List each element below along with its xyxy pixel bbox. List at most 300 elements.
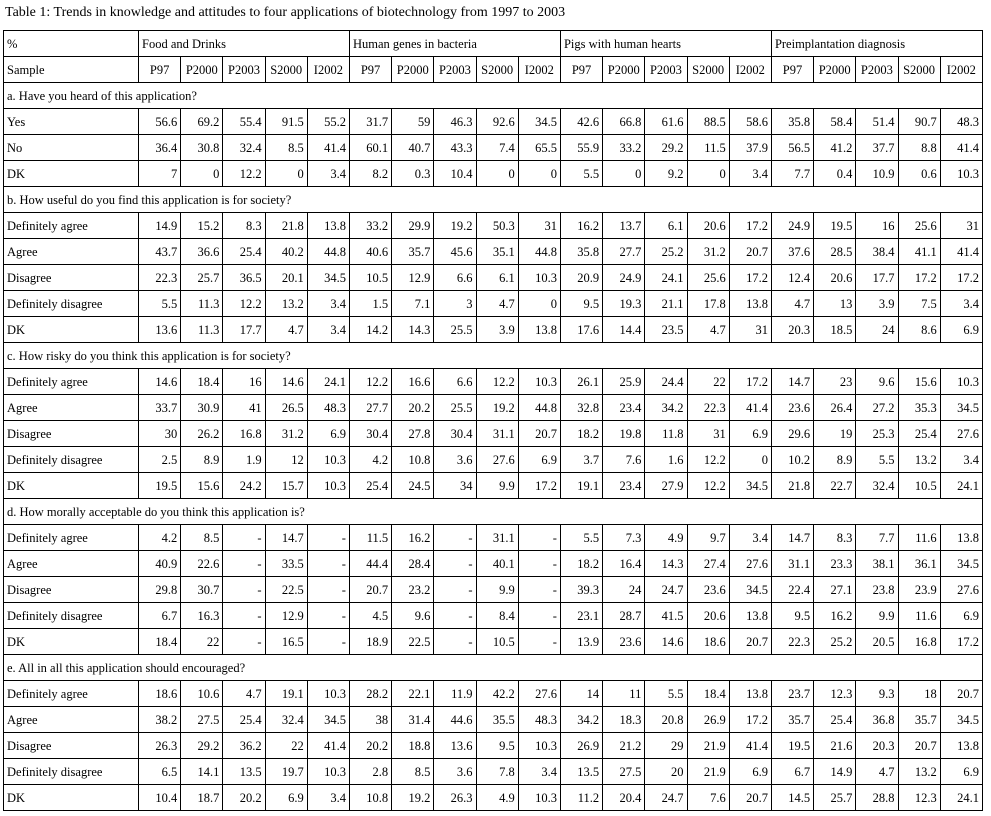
value-cell: 8.5	[392, 759, 434, 785]
sample-year-cell: P2003	[434, 57, 476, 83]
value-cell: 22.5	[392, 629, 434, 655]
row-label: Disagree	[4, 577, 139, 603]
row-label: Definitely disagree	[4, 291, 139, 317]
value-cell: 34.5	[940, 707, 982, 733]
value-cell: 23.2	[392, 577, 434, 603]
value-cell: 55.9	[560, 135, 602, 161]
value-cell: 14.6	[645, 629, 687, 655]
value-cell: 28.7	[603, 603, 645, 629]
value-cell: 10.8	[349, 785, 391, 811]
value-cell: 35.1	[476, 239, 518, 265]
value-cell: 21.6	[814, 733, 856, 759]
value-cell: 88.5	[687, 109, 729, 135]
value-cell: 3.4	[307, 161, 349, 187]
value-cell: 41.4	[307, 135, 349, 161]
value-cell: 36.6	[181, 239, 223, 265]
value-cell: -	[223, 525, 265, 551]
value-cell: 44.6	[434, 707, 476, 733]
row-label: DK	[4, 161, 139, 187]
value-cell: 28.4	[392, 551, 434, 577]
value-cell: 41.4	[729, 395, 771, 421]
value-cell: 27.6	[940, 577, 982, 603]
value-cell: 23.8	[856, 577, 898, 603]
value-cell: 0	[603, 161, 645, 187]
row-label: Definitely agree	[4, 681, 139, 707]
value-cell: 7.4	[476, 135, 518, 161]
value-cell: 15.7	[265, 473, 307, 499]
value-cell: 3.6	[434, 759, 476, 785]
value-cell: 17.2	[729, 265, 771, 291]
table-row	[4, 421, 983, 447]
value-cell: 10.3	[307, 681, 349, 707]
value-cell: 26.9	[560, 733, 602, 759]
value-cell: 12.9	[392, 265, 434, 291]
value-cell: -	[434, 603, 476, 629]
value-cell: 7.7	[856, 525, 898, 551]
value-cell: 16	[223, 369, 265, 395]
value-cell: 41	[223, 395, 265, 421]
value-cell: 22	[687, 369, 729, 395]
value-cell: 34.5	[307, 707, 349, 733]
value-cell: 3.4	[729, 525, 771, 551]
value-cell: 33.2	[603, 135, 645, 161]
value-cell: 20.7	[940, 681, 982, 707]
value-cell: 36.5	[223, 265, 265, 291]
table-row	[4, 109, 983, 135]
value-cell: 56.5	[771, 135, 813, 161]
value-cell: 10.8	[392, 447, 434, 473]
row-label: Definitely agree	[4, 369, 139, 395]
sample-year-cell: P2000	[814, 57, 856, 83]
value-cell: 14.7	[771, 369, 813, 395]
row-label: Agree	[4, 239, 139, 265]
value-cell: 44.8	[307, 239, 349, 265]
value-cell: -	[518, 551, 560, 577]
value-cell: 10.3	[940, 369, 982, 395]
value-cell: 19	[814, 421, 856, 447]
value-cell: 60.1	[349, 135, 391, 161]
value-cell: 14.7	[771, 525, 813, 551]
value-cell: 31.2	[687, 239, 729, 265]
value-cell: 22.7	[814, 473, 856, 499]
value-cell: 35.8	[560, 239, 602, 265]
value-cell: 31	[940, 213, 982, 239]
value-cell: 31	[687, 421, 729, 447]
value-cell: 8.3	[814, 525, 856, 551]
header-row-groups	[4, 31, 983, 57]
value-cell: 34.2	[560, 707, 602, 733]
value-cell: 0	[518, 291, 560, 317]
value-cell: 17.6	[560, 317, 602, 343]
sample-year-cell: P2003	[645, 57, 687, 83]
value-cell: 9.3	[856, 681, 898, 707]
value-cell: 27.5	[181, 707, 223, 733]
value-cell: 20.9	[560, 265, 602, 291]
table-row	[4, 135, 983, 161]
value-cell: 31.1	[771, 551, 813, 577]
value-cell: 10.3	[518, 265, 560, 291]
table-row	[4, 213, 983, 239]
table-row	[4, 291, 983, 317]
value-cell: 29.2	[181, 733, 223, 759]
table-row	[4, 239, 983, 265]
value-cell: 22	[265, 733, 307, 759]
value-cell: 34.5	[729, 577, 771, 603]
value-cell: 41.4	[729, 733, 771, 759]
value-cell: 13.6	[434, 733, 476, 759]
value-cell: 14.3	[392, 317, 434, 343]
value-cell: 1.5	[349, 291, 391, 317]
value-cell: 6.6	[434, 369, 476, 395]
value-cell: 20.7	[518, 421, 560, 447]
value-cell: 18.3	[603, 707, 645, 733]
value-cell: -	[518, 603, 560, 629]
value-cell: 14.7	[265, 525, 307, 551]
value-cell: 4.7	[476, 291, 518, 317]
value-cell: 4.7	[265, 317, 307, 343]
value-cell: 25.6	[898, 213, 940, 239]
value-cell: 4.5	[349, 603, 391, 629]
value-cell: 9.6	[856, 369, 898, 395]
table-row	[4, 473, 983, 499]
value-cell: 6.9	[729, 759, 771, 785]
value-cell: 91.5	[265, 109, 307, 135]
value-cell: 9.9	[476, 473, 518, 499]
row-label: Definitely disagree	[4, 447, 139, 473]
table-row	[4, 551, 983, 577]
value-cell: 11.3	[181, 317, 223, 343]
value-cell: 40.2	[265, 239, 307, 265]
value-cell: 0	[265, 161, 307, 187]
value-cell: 25.4	[898, 421, 940, 447]
value-cell: -	[307, 551, 349, 577]
value-cell: 13.8	[729, 681, 771, 707]
value-cell: 12.2	[349, 369, 391, 395]
table-row	[4, 707, 983, 733]
sample-year-cell: I2002	[518, 57, 560, 83]
value-cell: 9.9	[476, 577, 518, 603]
value-cell: 10.9	[856, 161, 898, 187]
group-header-cell: Food and Drinks	[139, 31, 350, 57]
value-cell: 6.5	[139, 759, 181, 785]
value-cell: 10.3	[940, 161, 982, 187]
value-cell: 25.4	[223, 239, 265, 265]
value-cell: 18.6	[139, 681, 181, 707]
value-cell: -	[307, 577, 349, 603]
value-cell: 66.8	[603, 109, 645, 135]
value-cell: 19.8	[603, 421, 645, 447]
value-cell: 19.7	[265, 759, 307, 785]
table-row	[4, 733, 983, 759]
value-cell: 6.7	[139, 603, 181, 629]
value-cell: 24.7	[645, 577, 687, 603]
value-cell: 19.2	[476, 395, 518, 421]
value-cell: 10.6	[181, 681, 223, 707]
value-cell: 35.7	[898, 707, 940, 733]
value-cell: 56.6	[139, 109, 181, 135]
value-cell: 10.5	[476, 629, 518, 655]
value-cell: 38.4	[856, 239, 898, 265]
sample-year-cell: P97	[560, 57, 602, 83]
value-cell: 43.7	[139, 239, 181, 265]
value-cell: 17.2	[518, 473, 560, 499]
value-cell: 59	[392, 109, 434, 135]
value-cell: 15.6	[181, 473, 223, 499]
value-cell: 30.7	[181, 577, 223, 603]
value-cell: 29.8	[139, 577, 181, 603]
value-cell: 44.4	[349, 551, 391, 577]
value-cell: 21.9	[687, 759, 729, 785]
value-cell: 20	[645, 759, 687, 785]
value-cell: 36.8	[856, 707, 898, 733]
value-cell: 26.3	[139, 733, 181, 759]
value-cell: 4.2	[349, 447, 391, 473]
value-cell: 10.3	[518, 733, 560, 759]
value-cell: 0	[181, 161, 223, 187]
value-cell: 20.2	[392, 395, 434, 421]
value-cell: 34.5	[940, 551, 982, 577]
value-cell: 28.8	[856, 785, 898, 811]
value-cell: 35.3	[898, 395, 940, 421]
value-cell: 7.1	[392, 291, 434, 317]
table-row	[4, 577, 983, 603]
sample-year-cell: I2002	[940, 57, 982, 83]
value-cell: 5.5	[856, 447, 898, 473]
value-cell: 27.6	[518, 681, 560, 707]
value-cell: 25.6	[687, 265, 729, 291]
value-cell: 17.7	[856, 265, 898, 291]
value-cell: 12.2	[476, 369, 518, 395]
table-row	[4, 525, 983, 551]
value-cell: 17.2	[940, 629, 982, 655]
value-cell: 9.5	[476, 733, 518, 759]
value-cell: 0	[729, 447, 771, 473]
value-cell: 19.1	[560, 473, 602, 499]
value-cell: 13	[814, 291, 856, 317]
value-cell: 30.8	[181, 135, 223, 161]
value-cell: 7.6	[603, 447, 645, 473]
value-cell: 16.2	[392, 525, 434, 551]
value-cell: 20.4	[603, 785, 645, 811]
value-cell: 12.4	[771, 265, 813, 291]
value-cell: 45.6	[434, 239, 476, 265]
value-cell: 27.6	[476, 447, 518, 473]
value-cell: 4.9	[645, 525, 687, 551]
value-cell: 4.7	[223, 681, 265, 707]
row-label: Agree	[4, 395, 139, 421]
value-cell: 30.9	[181, 395, 223, 421]
row-label: DK	[4, 629, 139, 655]
value-cell: 13.6	[139, 317, 181, 343]
value-cell: 17.2	[898, 265, 940, 291]
value-cell: 9.2	[645, 161, 687, 187]
value-cell: 14.6	[139, 369, 181, 395]
value-cell: 3.4	[518, 759, 560, 785]
value-cell: 34	[434, 473, 476, 499]
table-row	[4, 785, 983, 811]
value-cell: 51.4	[856, 109, 898, 135]
value-cell: 25.4	[349, 473, 391, 499]
value-cell: 14.4	[603, 317, 645, 343]
value-cell: 15.6	[898, 369, 940, 395]
value-cell: 7.6	[687, 785, 729, 811]
value-cell: 29	[645, 733, 687, 759]
value-cell: 19.2	[434, 213, 476, 239]
value-cell: 25.5	[434, 395, 476, 421]
value-cell: 50.3	[476, 213, 518, 239]
value-cell: 13.8	[729, 291, 771, 317]
value-cell: 3.6	[434, 447, 476, 473]
table-row	[4, 681, 983, 707]
row-label: DK	[4, 785, 139, 811]
value-cell: 27.1	[814, 577, 856, 603]
value-cell: 17.8	[687, 291, 729, 317]
value-cell: 19.5	[814, 213, 856, 239]
row-label: Disagree	[4, 733, 139, 759]
value-cell: 0.3	[392, 161, 434, 187]
value-cell: 23.3	[814, 551, 856, 577]
value-cell: 39.3	[560, 577, 602, 603]
value-cell: 33.7	[139, 395, 181, 421]
value-cell: 8.4	[476, 603, 518, 629]
value-cell: 20.7	[729, 629, 771, 655]
row-label: Definitely disagree	[4, 759, 139, 785]
sample-year-cell: P97	[771, 57, 813, 83]
row-label: Definitely agree	[4, 525, 139, 551]
value-cell: 24.1	[940, 473, 982, 499]
value-cell: 18.8	[392, 733, 434, 759]
value-cell: 27.6	[940, 421, 982, 447]
value-cell: 3	[434, 291, 476, 317]
value-cell: 22.4	[771, 577, 813, 603]
value-cell: 20.7	[729, 785, 771, 811]
value-cell: -	[223, 577, 265, 603]
value-cell: 10.5	[898, 473, 940, 499]
value-cell: 13.9	[560, 629, 602, 655]
value-cell: 21.8	[771, 473, 813, 499]
value-cell: 25.2	[645, 239, 687, 265]
value-cell: 24.1	[645, 265, 687, 291]
row-label: Agree	[4, 551, 139, 577]
value-cell: 18	[898, 681, 940, 707]
value-cell: 10.5	[349, 265, 391, 291]
value-cell: 2.5	[139, 447, 181, 473]
value-cell: 2.8	[349, 759, 391, 785]
value-cell: 4.2	[139, 525, 181, 551]
section-title-row	[4, 499, 983, 525]
value-cell: 24.4	[645, 369, 687, 395]
value-cell: 26.5	[265, 395, 307, 421]
value-cell: 11.8	[645, 421, 687, 447]
value-cell: 3.4	[307, 291, 349, 317]
value-cell: 20.3	[771, 317, 813, 343]
value-cell: 9.5	[771, 603, 813, 629]
group-header-cell: Preimplantation diagnosis	[771, 31, 982, 57]
value-cell: 36.4	[139, 135, 181, 161]
value-cell: 48.3	[518, 707, 560, 733]
value-cell: 11.9	[434, 681, 476, 707]
value-cell: 27.7	[349, 395, 391, 421]
value-cell: 12	[265, 447, 307, 473]
value-cell: 18.2	[560, 551, 602, 577]
value-cell: 13.7	[603, 213, 645, 239]
sample-year-cell: P2003	[856, 57, 898, 83]
value-cell: 11.5	[349, 525, 391, 551]
value-cell: 6.9	[940, 759, 982, 785]
value-cell: 20.1	[265, 265, 307, 291]
value-cell: 14.3	[645, 551, 687, 577]
value-cell: 27.8	[392, 421, 434, 447]
value-cell: 7.7	[771, 161, 813, 187]
value-cell: 20.6	[687, 603, 729, 629]
value-cell: 7.8	[476, 759, 518, 785]
value-cell: 18.9	[349, 629, 391, 655]
value-cell: 27.7	[603, 239, 645, 265]
value-cell: 23.6	[603, 629, 645, 655]
value-cell: 16.4	[603, 551, 645, 577]
value-cell: 20.8	[645, 707, 687, 733]
value-cell: 24.1	[940, 785, 982, 811]
value-cell: 32.8	[560, 395, 602, 421]
value-cell: 13.2	[898, 759, 940, 785]
value-cell: 18.2	[560, 421, 602, 447]
value-cell: 3.4	[940, 447, 982, 473]
value-cell: 28.5	[814, 239, 856, 265]
value-cell: 19.2	[392, 785, 434, 811]
value-cell: 26.1	[560, 369, 602, 395]
value-cell: 12.9	[265, 603, 307, 629]
value-cell: 8.8	[898, 135, 940, 161]
value-cell: 16.3	[181, 603, 223, 629]
value-cell: 11.5	[687, 135, 729, 161]
value-cell: 8.3	[223, 213, 265, 239]
value-cell: 6.9	[729, 421, 771, 447]
value-cell: 42.6	[560, 109, 602, 135]
value-cell: 6.9	[940, 317, 982, 343]
value-cell: 22.3	[771, 629, 813, 655]
value-cell: 24.2	[223, 473, 265, 499]
value-cell: 20.7	[898, 733, 940, 759]
value-cell: 27.9	[645, 473, 687, 499]
value-cell: 35.7	[771, 707, 813, 733]
value-cell: -	[434, 577, 476, 603]
value-cell: 10.4	[139, 785, 181, 811]
value-cell: 23.6	[771, 395, 813, 421]
value-cell: 8.6	[898, 317, 940, 343]
value-cell: 34.5	[729, 473, 771, 499]
header-row-samples	[4, 57, 983, 83]
value-cell: 14.1	[181, 759, 223, 785]
table-caption: Table 1: Trends in knowledge and attitudes to four applications of biotechnology from 1997 to 2003	[5, 5, 566, 20]
value-cell: 17.2	[940, 265, 982, 291]
value-cell: 11.6	[898, 603, 940, 629]
value-cell: 16.6	[392, 369, 434, 395]
value-cell: -	[434, 629, 476, 655]
value-cell: 25.2	[814, 629, 856, 655]
value-cell: 27.5	[603, 759, 645, 785]
value-cell: 10.3	[307, 447, 349, 473]
value-cell: 48.3	[307, 395, 349, 421]
value-cell: 12.3	[898, 785, 940, 811]
value-cell: 20.6	[687, 213, 729, 239]
value-cell: 58.4	[814, 109, 856, 135]
value-cell: 7	[139, 161, 181, 187]
value-cell: 37.6	[771, 239, 813, 265]
value-cell: 11.3	[181, 291, 223, 317]
value-cell: 40.6	[349, 239, 391, 265]
section-title-row	[4, 83, 983, 109]
value-cell: 25.9	[603, 369, 645, 395]
